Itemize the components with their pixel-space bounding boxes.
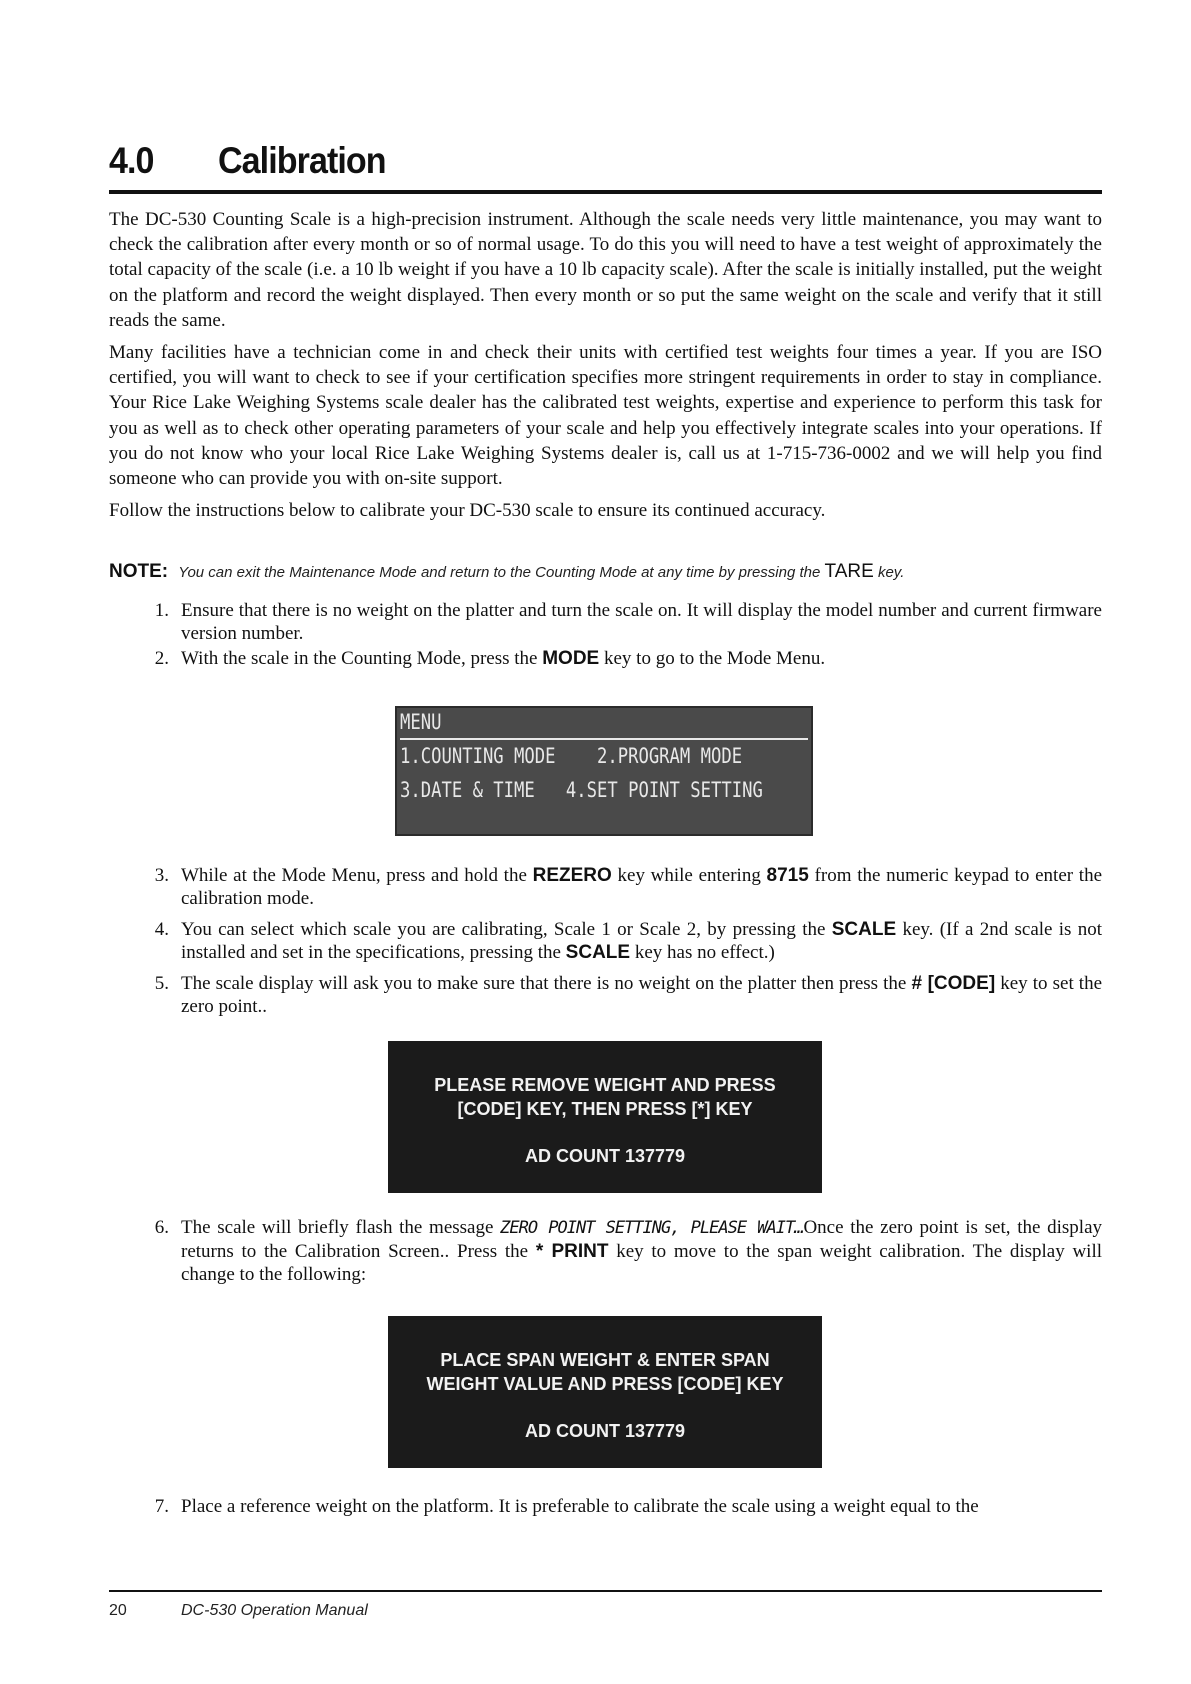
step-text: The scale will briefly flash the message ZERO POINT SETTING, PLEASE WAIT…Once the zero point is set, the display returns to the Calibration Screen.. Press the * PRINT key to move to the span weight calibration. The display will change to the following: <box>181 1217 1103 1285</box>
menu-title: MENU <box>400 710 442 734</box>
step-number: 7. <box>154 1496 169 1517</box>
note-text: You can exit the Maintenance Mode and return to the Counting Mode at any time by pressing the <box>178 564 821 581</box>
step-number: 2. <box>154 648 169 669</box>
step-text: Ensure that there is no weight on the platter and turn the scale on. It will display the model number and current firmware version number. <box>181 600 1102 644</box>
section-heading <box>109 134 1102 194</box>
paragraph: Follow the instructions below to calibrate your DC-530 scale to ensure its continued accuracy. <box>109 500 826 522</box>
key-name: SCALE <box>565 942 631 963</box>
display-line: PLEASE REMOVE WEIGHT AND PRESS <box>434 1075 776 1095</box>
key-name: # [CODE] <box>911 973 996 994</box>
ad-count: AD COUNT 137779 <box>524 1421 686 1441</box>
key-name: MODE <box>542 648 600 669</box>
step-number: 1. <box>154 600 169 621</box>
note <box>109 561 1102 583</box>
section-title: Calibration <box>218 140 386 181</box>
note-key: TARE <box>824 561 874 582</box>
step-number: 5. <box>154 973 169 994</box>
step-text: While at the Mode Menu, press and hold the REZERO key while entering 8715 from the numeric keypad to enter the calibration mode. <box>181 865 1103 909</box>
span-weight-display <box>388 1316 822 1468</box>
step-text: The scale display will ask you to make sure that there is no weight on the platter then press the # [CODE] key to set the zero point.. <box>181 973 1103 1017</box>
step-number: 4. <box>154 919 169 940</box>
remove-weight-display <box>388 1041 822 1193</box>
manual-title: DC-530 Operation Manual <box>181 1602 368 1619</box>
step-text: With the scale in the Counting Mode, press the MODE key to go to the Mode Menu. <box>181 648 826 669</box>
menu-row: 1.COUNTING MODE 2.PROGRAM MODE <box>400 744 743 768</box>
paragraph: The DC-530 Counting Scale is a high-precision instrument. Although the scale needs very little maintenance, you may want to check the calibration after every month or so of normal usage. To do this you will need to have a test weight of approximately the total capacity of the scale (i.e. a 10 lb weight if you have a 10 lb capacity scale). After the scale is initially installed, put the weight on the platform and record the weight displayed. Then every month or so put the same weight on the scale and verify that it still reads the same. <box>109 209 1102 331</box>
key-name: * PRINT <box>535 1241 609 1262</box>
paragraph: Many facilities have a technician come in and check their units with certified test weights four times a year. If you are ISO certified, you will want to check to see if your certification specifies more stringent requirements in order to stay in compliance. Your Rice Lake Weighing Systems scale dealer has the calibrated test weights, expertise and experience to perform this task for you as well as to check other operating parameters of your scale and help you effectively integrate scales into your operations. If you do not know who your local Rice Lake Weighing Systems dealer is, call us at 1-715-736-0002 and we will help you find someone who can provide you with on-site support. <box>109 342 1102 490</box>
display-line: [CODE] KEY, THEN PRESS [*] KEY <box>457 1099 753 1119</box>
display-line: WEIGHT VALUE AND PRESS [CODE] KEY <box>426 1374 784 1394</box>
step-text: Place a reference weight on the platform. It is preferable to calibrate the scale using a weight equal to the <box>181 1496 979 1517</box>
section-number: 4.0 <box>109 140 154 181</box>
note-suffix: key. <box>877 564 905 581</box>
note-label: NOTE: <box>109 561 169 582</box>
display-message: ZERO POINT SETTING, PLEASE WAIT… <box>500 1218 804 1238</box>
step-number: 3. <box>154 865 169 886</box>
step-number: 6. <box>154 1217 169 1238</box>
key-name: 8715 <box>766 865 809 886</box>
step-text: You can select which scale you are calibrating, Scale 1 or Scale 2, by pressing the SCALE key. (If a 2nd scale is not installed and set in the specifications, pressing the SCALE key has no effect.) <box>181 919 1103 963</box>
page-footer <box>109 1590 1102 1619</box>
intro-text <box>109 207 1102 530</box>
display-line: PLACE SPAN WEIGHT & ENTER SPAN <box>440 1350 770 1370</box>
key-name: SCALE <box>831 919 897 940</box>
mode-menu-display <box>395 706 813 836</box>
menu-row: 3.DATE & TIME 4.SET POINT SETTING <box>400 778 763 802</box>
ad-count: AD COUNT 137779 <box>524 1146 686 1166</box>
key-name: REZERO <box>532 865 612 886</box>
page-number: 20 <box>109 1602 127 1619</box>
menu-divider <box>400 738 808 740</box>
